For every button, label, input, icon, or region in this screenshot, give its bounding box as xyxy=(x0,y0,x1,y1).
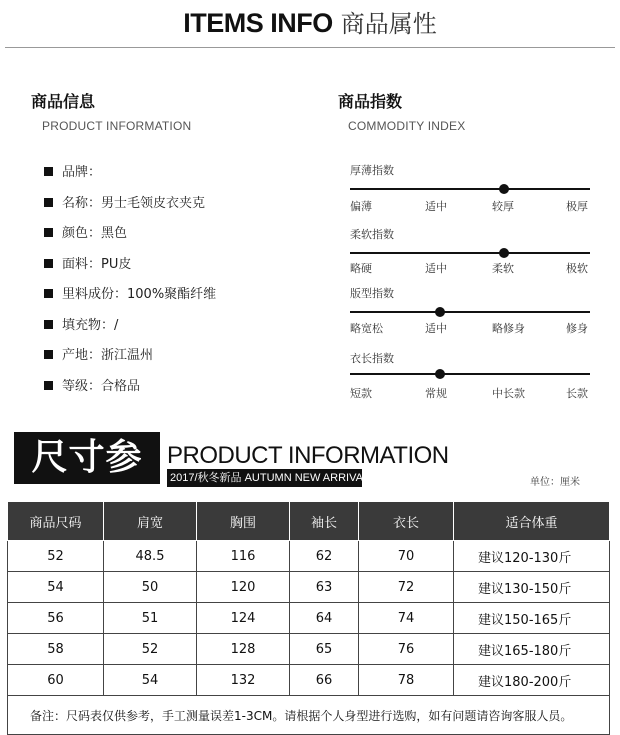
table-row xyxy=(8,634,610,665)
index-scale-line xyxy=(350,311,590,313)
index-scale-line xyxy=(350,252,590,254)
cell-length: 74 xyxy=(359,603,454,634)
index-title-thickness: 厚薄指数 xyxy=(350,164,394,177)
index-label: 常规 xyxy=(425,387,447,400)
cell-size: 54 xyxy=(8,572,104,603)
cell-size: 60 xyxy=(8,665,104,696)
cell-size: 52 xyxy=(8,541,104,572)
cell-weight: 建议165-180斤 xyxy=(454,634,610,665)
bullet-square-icon xyxy=(44,289,53,298)
cell-shoulder: 52 xyxy=(104,634,197,665)
header-title-cn: 商品属性 xyxy=(340,10,437,38)
cell-sleeve: 63 xyxy=(290,572,359,603)
cell-sleeve: 64 xyxy=(290,603,359,634)
index-marker-dot xyxy=(499,248,509,258)
header-chest: 胸围 xyxy=(197,502,290,541)
index-label: 略宽松 xyxy=(350,322,383,335)
cell-sleeve: 66 xyxy=(290,665,359,696)
unit-label: 单位：厘米 xyxy=(530,477,580,488)
header-divider xyxy=(5,47,615,48)
cell-chest: 120 xyxy=(197,572,290,603)
index-label: 适中 xyxy=(425,262,447,275)
cell-weight: 建议130-150斤 xyxy=(454,572,610,603)
info-item-color: 颜色：黑色 xyxy=(44,222,127,241)
cell-size: 58 xyxy=(8,634,104,665)
index-label: 极厚 xyxy=(566,200,588,213)
info-item-name: 名称：男士毛领皮衣夹克 xyxy=(44,192,205,211)
cell-length: 76 xyxy=(359,634,454,665)
product-info-subtitle: PRODUCT INFORMATION xyxy=(42,119,192,133)
product-info-title: 商品信息 xyxy=(31,92,96,111)
table-row xyxy=(8,541,610,572)
index-label: 修身 xyxy=(566,322,588,335)
table-row xyxy=(8,665,610,696)
table-row xyxy=(8,603,610,634)
cell-chest: 132 xyxy=(197,665,290,696)
table-header-row xyxy=(8,502,610,541)
header-title-en: ITEMS INFO xyxy=(183,8,333,38)
index-label: 适中 xyxy=(425,322,447,335)
cell-shoulder: 51 xyxy=(104,603,197,634)
index-label: 短款 xyxy=(350,387,372,400)
info-item-lining: 里料成份：100%聚酯纤维 xyxy=(44,283,216,302)
header-length: 衣长 xyxy=(359,502,454,541)
index-marker-dot xyxy=(435,307,445,317)
size-banner-title-en: PRODUCT INFORMATION xyxy=(167,442,449,469)
index-title-fit: 版型指数 xyxy=(350,287,394,300)
index-label: 长款 xyxy=(566,387,588,400)
info-item-brand: 品牌： xyxy=(44,161,101,180)
bullet-square-icon xyxy=(44,381,53,390)
bullet-square-icon xyxy=(44,350,53,359)
index-label: 适中 xyxy=(425,200,447,213)
size-banner-subtitle: 2017/秋冬新品 AUTUMN NEW ARRIVALS xyxy=(167,469,362,487)
info-item-filling: 填充物：/ xyxy=(44,314,118,333)
index-label: 柔软 xyxy=(492,262,514,275)
size-note: 备注：尺码表仅供参考，手工测量误差1-3CM。请根据个人身型进行选购，如有问题请咨询客服人员。 xyxy=(8,696,610,735)
cell-length: 72 xyxy=(359,572,454,603)
header-shoulder: 肩宽 xyxy=(104,502,197,541)
bullet-square-icon xyxy=(44,320,53,329)
table-note-row xyxy=(8,696,610,735)
bullet-square-icon xyxy=(44,228,53,237)
cell-chest: 116 xyxy=(197,541,290,572)
index-title-softness: 柔软指数 xyxy=(350,228,394,241)
page-header xyxy=(0,4,620,39)
index-label: 中长款 xyxy=(492,387,525,400)
index-label: 较厚 xyxy=(492,200,514,213)
index-label: 偏薄 xyxy=(350,200,372,213)
commodity-index-title: 商品指数 xyxy=(338,92,403,111)
bullet-square-icon xyxy=(44,198,53,207)
cell-weight: 建议120-130斤 xyxy=(454,541,610,572)
size-reference-banner: 尺寸参 xyxy=(14,432,160,484)
header-weight: 适合体重 xyxy=(454,502,610,541)
commodity-index-subtitle: COMMODITY INDEX xyxy=(348,119,466,133)
table-row xyxy=(8,572,610,603)
cell-chest: 128 xyxy=(197,634,290,665)
size-table xyxy=(7,501,610,735)
cell-weight: 建议150-165斤 xyxy=(454,603,610,634)
index-label: 略硬 xyxy=(350,262,372,275)
index-label: 极软 xyxy=(566,262,588,275)
info-item-origin: 产地：浙江温州 xyxy=(44,344,153,363)
cell-length: 78 xyxy=(359,665,454,696)
bullet-square-icon xyxy=(44,259,53,268)
header-sleeve: 袖长 xyxy=(290,502,359,541)
cell-shoulder: 54 xyxy=(104,665,197,696)
cell-shoulder: 48.5 xyxy=(104,541,197,572)
info-item-fabric: 面料：PU皮 xyxy=(44,253,131,272)
cell-weight: 建议180-200斤 xyxy=(454,665,610,696)
cell-size: 56 xyxy=(8,603,104,634)
info-item-grade: 等级：合格品 xyxy=(44,375,140,394)
index-scale-line xyxy=(350,188,590,190)
cell-sleeve: 65 xyxy=(290,634,359,665)
bullet-square-icon xyxy=(44,167,53,176)
index-marker-dot xyxy=(435,369,445,379)
cell-sleeve: 62 xyxy=(290,541,359,572)
index-scale-line xyxy=(350,373,590,375)
cell-shoulder: 50 xyxy=(104,572,197,603)
index-label: 略修身 xyxy=(492,322,525,335)
cell-chest: 124 xyxy=(197,603,290,634)
index-marker-dot xyxy=(499,184,509,194)
cell-length: 70 xyxy=(359,541,454,572)
index-title-length: 衣长指数 xyxy=(350,352,394,365)
header-size: 商品尺码 xyxy=(8,502,104,541)
